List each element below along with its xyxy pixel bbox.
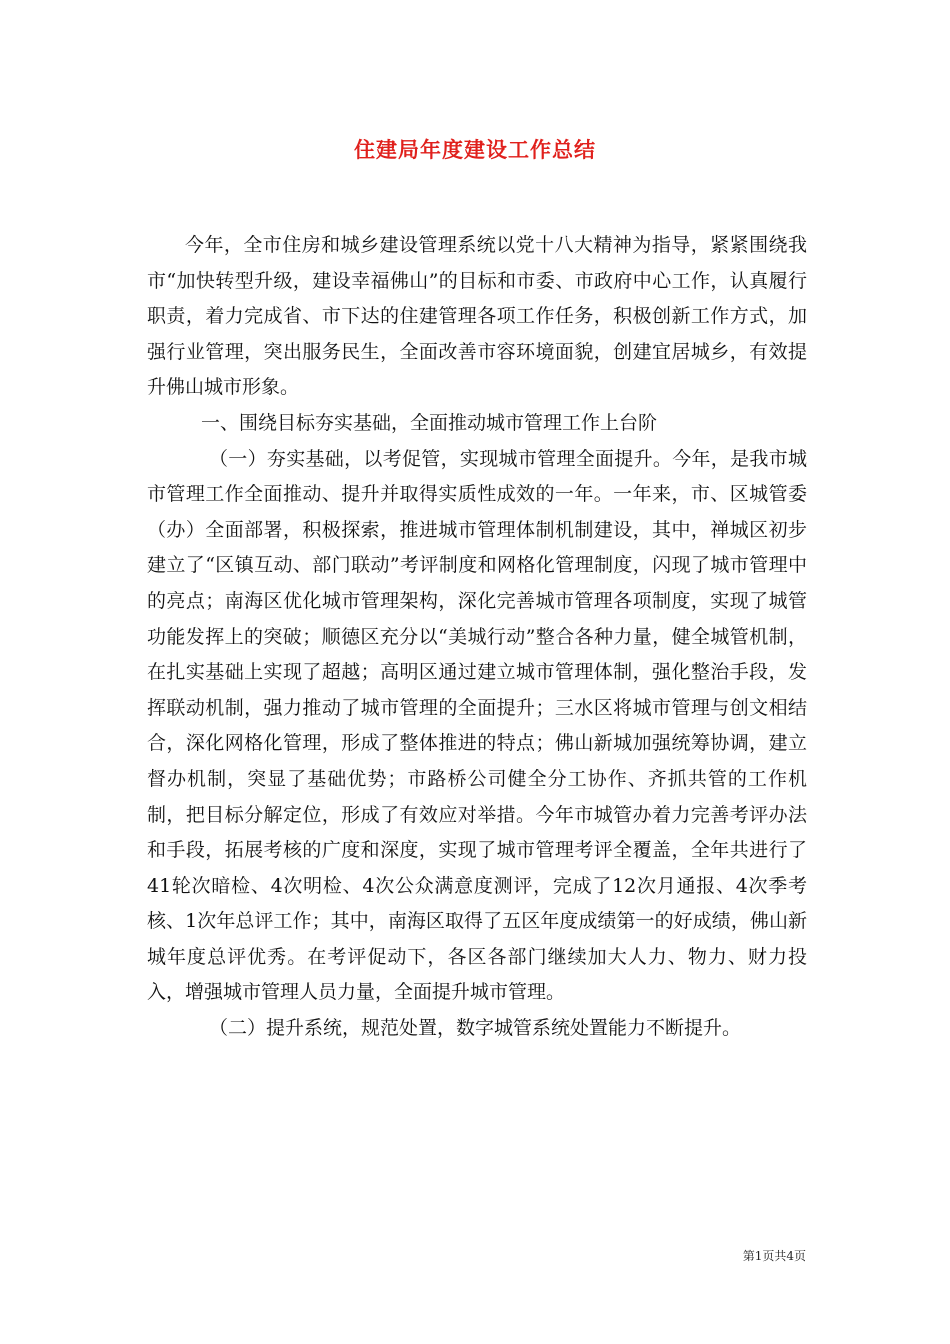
document-body xyxy=(147,228,807,1047)
section-heading: 一、围绕目标夯实基础，全面推动城市管理工作上台阶 xyxy=(201,411,658,434)
document-title: 住建局年度建设工作总结 xyxy=(354,138,596,162)
subsection-paragraph-1: （一）夯实基础，以考促管，实现城市管理全面提升。今年，是我市城市管理工作全面推动、提升并取得实质性成效的一年。一年来，市、区城管委（办）全面部署，积极探索，推进城市管理体制机制建设，其中，禅城区初步建立了“区镇互动、部门联动”考评制度和网格化管理制度，闪现了城市管理中的亮点；南海区优化城市管理架构，深化完善城市管理各项制度，实现了城管功能发挥上的突破；顺德区充分以“美城行动”整合各种力量，健全城管机制，在扎实基础上实现了超越；高明区通过建立城市管理体制，强化整治手段，发挥联动机制，强力推动了城市管理的全面提升；三水区将城市管理与创文相结合，深化网格化管理，形成了整体推进的特点；佛山新城加强统筹协调，建立督办机制，突显了基础优势；市路桥公司健全分工协作、齐抓共管的工作机制，把目标分解定位，形成了有效应对举措。今年市城管办着力完善考评办法和手段，拓展考核的广度和深度，实现了城市管理考评全覆盖，全年共进行了41轮次暗检、4次明检、4次公众满意度测评，完成了12次月通报、4次季考核、1次年总评工作；其中，南海区取得了五区年度成绩第一的好成绩，佛山新城年度总评优秀。在考评促动下，各区各部门继续加大人力、物力、财力投入，增强城市管理人员力量，全面提升城市管理。 xyxy=(147,447,807,1004)
page-number-label: 第1页共4页 xyxy=(742,1249,806,1263)
intro-paragraph: 今年，全市住房和城乡建设管理系统以党十八大精神为指导，紧紧围绕我市“加快转型升级，建设幸福佛山”的目标和市委、市政府中心工作，认真履行职责，着力完成省、市下达的住建管理各项工作任务，积极创新工作方式，加强行业管理，突出服务民生，全面改善市容环境面貌，创建宜居城乡，有效提升佛山城市形象。 xyxy=(147,234,807,399)
subsection-paragraph-2: （二）提升系统，规范处置，数字城管系统处置能力不断提升。 xyxy=(209,1017,742,1040)
page-footer xyxy=(742,1247,807,1264)
